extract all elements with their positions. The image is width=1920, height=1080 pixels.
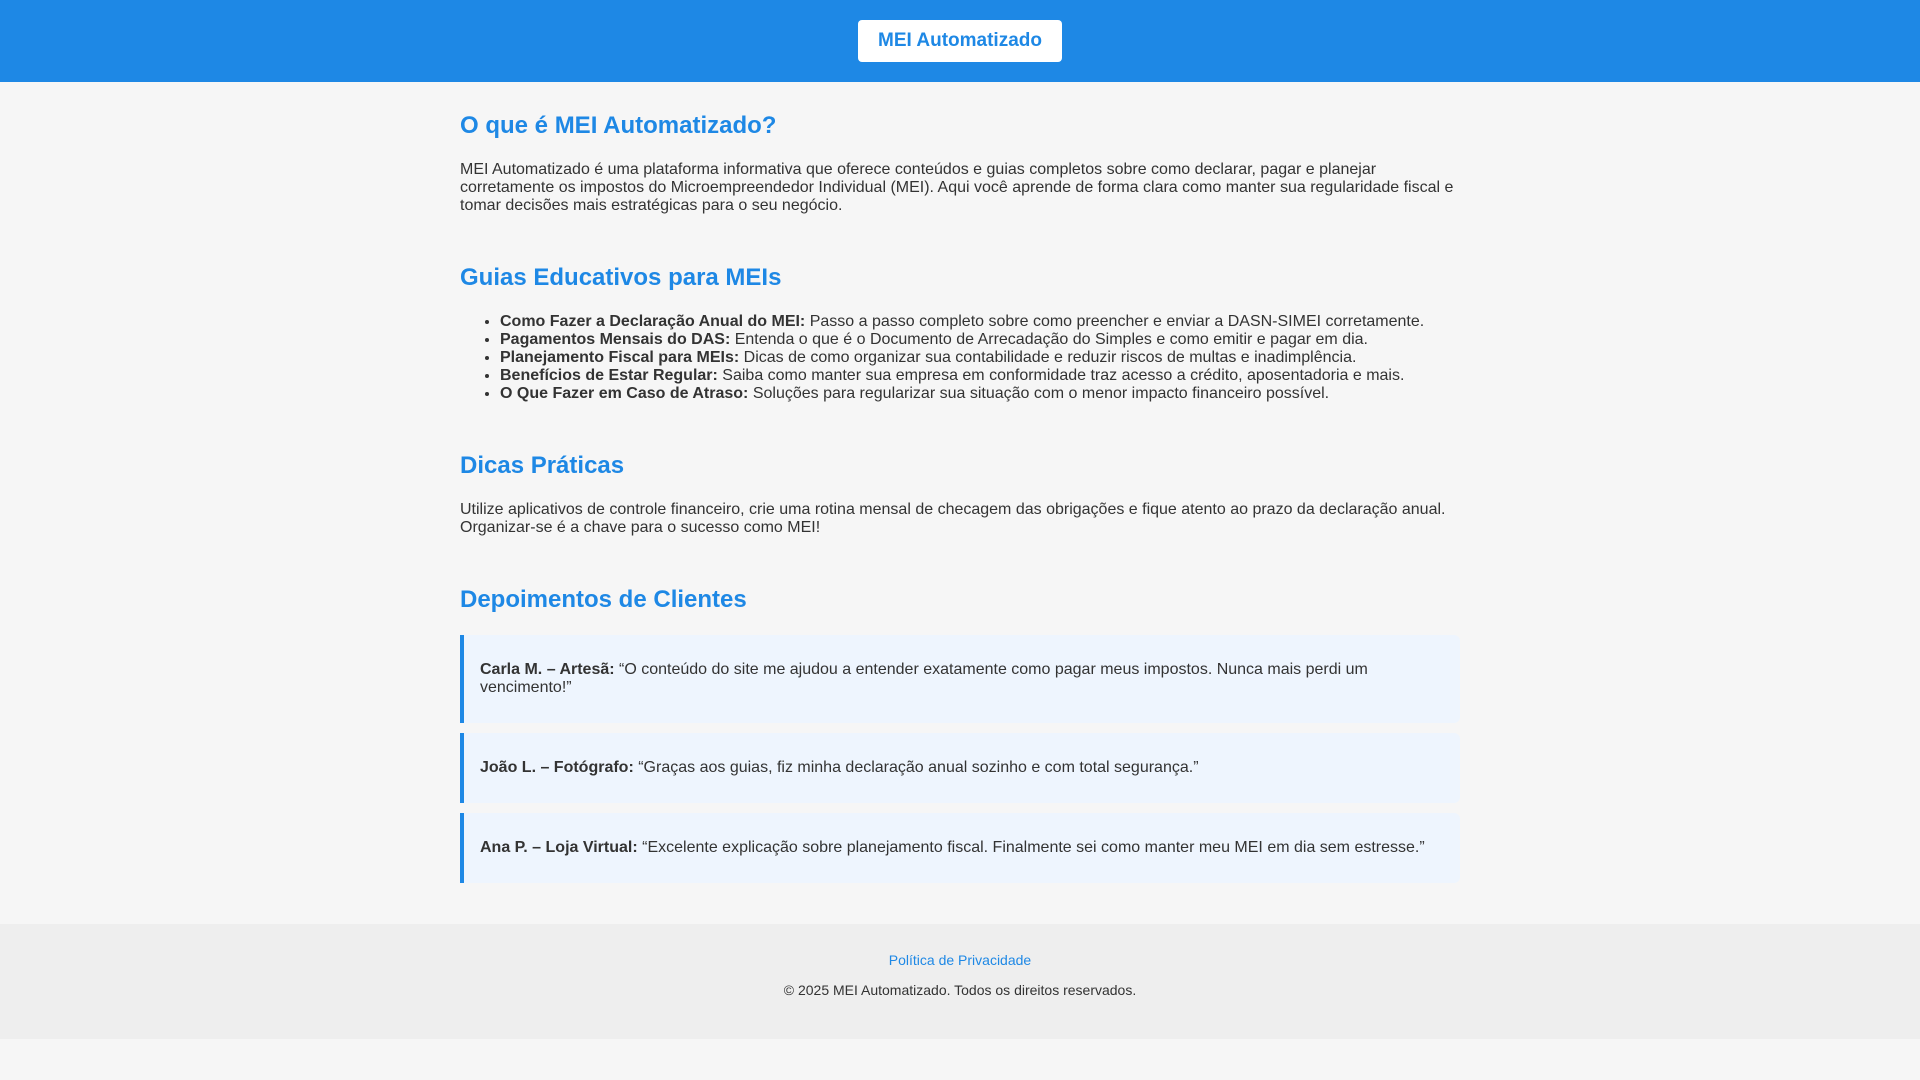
guide-item-das (500, 331, 1460, 349)
testimonial-card (460, 813, 1460, 883)
guide-item-text: Entenda o que é o Documento de Arrecadação do Simples e como emitir e pagar em dia. (730, 331, 1368, 348)
guide-item-text: Saiba como manter sua empresa em conformidade traz acesso a crédito, aposentadoria e mais. (717, 367, 1405, 384)
guide-item-text: Passo a passo completo sobre como preencher e enviar a DASN-SIMEI corretamente. (805, 313, 1425, 330)
testimonials-section (460, 585, 1460, 883)
tips-section (460, 451, 1460, 537)
site-header (0, 0, 1920, 82)
guides-list (460, 313, 1460, 403)
testimonial-author: Carla M. – Artesã: (480, 661, 615, 678)
site-footer (0, 924, 1920, 1039)
main-content (460, 82, 1460, 923)
guides-section (460, 263, 1460, 403)
testimonial-quote: “Excelente explicação sobre planejamento fiscal. Finalmente sei como manter meu MEI em dia sem estresse.” (637, 839, 1425, 856)
guide-item-text: Dicas de como organizar sua contabilidade e reduzir riscos de multas e inadimplência. (739, 349, 1357, 366)
testimonial-quote: “Graças aos guias, fiz minha declaração anual sozinho e com total segurança.” (633, 759, 1199, 776)
testimonial-body (480, 839, 1425, 857)
testimonial-card (460, 733, 1460, 803)
testimonials-title: Depoimentos de Clientes (460, 586, 747, 613)
testimonial-author: João L. – Fotógrafo: (480, 759, 634, 776)
copyright-text: © 2025 MEI Automatizado. Todos os direitos reservados. (783, 982, 1137, 998)
guide-item-label: Benefícios de Estar Regular: (500, 367, 718, 384)
testimonial-body (480, 759, 1199, 777)
guide-item-label: O Que Fazer em Caso de Atraso: (500, 385, 749, 402)
guide-item-declaracao-anual (500, 313, 1460, 331)
tips-text: Utilize aplicativos de controle financeiro, crie uma rotina mensal de checagem das obrigações e fique atento ao prazo da declaração anual. Organizar-se é a chave para o sucesso como MEI! (460, 501, 1446, 536)
guide-item-atraso (500, 385, 1460, 403)
tips-title: Dicas Práticas (460, 452, 625, 479)
about-text: MEI Automatizado é uma plataforma informativa que oferece conteúdos e guias completos sobre como declarar, pagar e planejar corretamente os impostos do Microempreendedor Individual (MEI). Aqui você aprende de forma clara como manter sua regularidade fiscal e tomar decisões mais estratégicas para o seu negócio. (460, 161, 1454, 214)
testimonials-list (460, 635, 1460, 883)
testimonial-body (480, 661, 1444, 697)
guide-item-label: Planejamento Fiscal para MEIs: (500, 349, 740, 366)
guide-item-text: Soluções para regularizar sua situação com o menor impacto financeiro possível. (748, 385, 1330, 402)
testimonial-quote: “O conteúdo do site me ajudou a entender exatamente como pagar meus impostos. Nunca mais perdi um vencimento!” (480, 661, 1368, 696)
guide-item-label: Pagamentos Mensais do DAS: (500, 331, 731, 348)
testimonial-card (460, 635, 1460, 723)
about-section (460, 111, 1460, 215)
guide-item-label: Como Fazer a Declaração Anual do MEI: (500, 313, 806, 330)
brand-button[interactable]: MEI Automatizado (858, 20, 1062, 62)
testimonial-author: Ana P. – Loja Virtual: (480, 839, 638, 856)
about-title: O que é MEI Automatizado? (460, 112, 777, 139)
guide-item-beneficios (500, 367, 1460, 385)
guide-item-planejamento (500, 349, 1460, 367)
privacy-policy-link[interactable]: Política de Privacidade (888, 952, 1032, 968)
guides-title: Guias Educativos para MEIs (460, 264, 782, 291)
